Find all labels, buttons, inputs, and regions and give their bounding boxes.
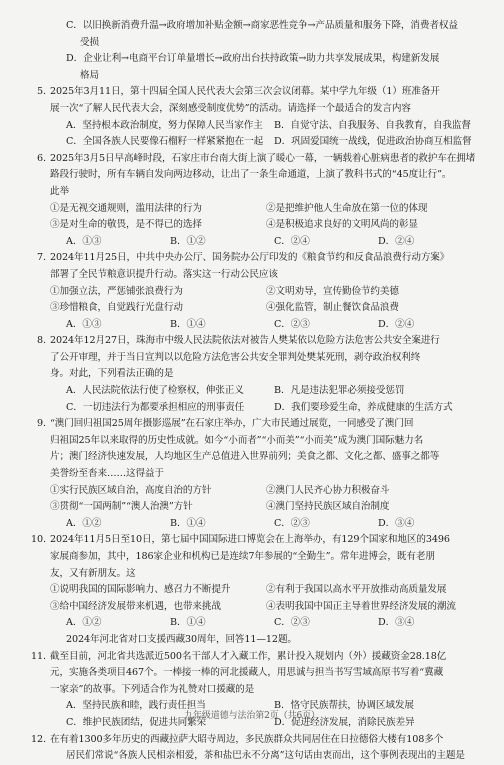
question-5 — [37, 84, 482, 150]
statement-1: ①加强立法，严惩铺张浪费行为 — [50, 285, 183, 297]
choice-a: A．①② — [66, 617, 102, 629]
statement-3: ③贯彻“一国两制”“澳人治澳”方针 — [50, 501, 193, 513]
choice-d: D．②④ — [378, 318, 415, 330]
question-stem: 路段行驶时，所有车辆自发向两边移动，让出了一条生命通道，上演了教科书式的“45度让行”。 — [50, 169, 452, 181]
choice-c: C．②③ — [274, 517, 310, 529]
question-stem: 2024年11月5日至10日，第七届中国国际进口博览会在上海举办，有129个国家和地区的3496 — [50, 534, 450, 546]
footer-text: 九年级道德与法治第2页（共6页） — [184, 711, 320, 721]
statement-2: ②文明劝导，宣传勤俭节约美德 — [266, 285, 399, 297]
statement-4: ④澳门坚持民族区域自治制度 — [266, 501, 390, 513]
question-stem: 部署了全民节粮意识提升行动。落实这一行动公民应该 — [50, 268, 278, 280]
prev-question-options — [50, 18, 482, 84]
option-d-line2: 格局 — [80, 69, 99, 81]
statement-4: ④强化监管，制止餐饮食品浪费 — [266, 302, 399, 314]
choice-b: B．①④ — [170, 318, 206, 330]
choice-a: A．①③ — [66, 318, 102, 330]
question-number: 9. — [37, 418, 46, 430]
statement-2: ②是把维护他人生命放在第一位的体现 — [266, 202, 428, 214]
question-stem: 2024年12月27日，珠海市中级人民法院依法对被告人樊某依以危险方法危害公共安全案进行 — [50, 335, 440, 347]
choice-c: C．②③ — [274, 617, 310, 629]
option-c-line2: 受损 — [80, 36, 99, 48]
choice-c: C．②③ — [274, 318, 310, 330]
option-b: B．恪守民族帮扶，协调区域发展 — [274, 700, 414, 712]
question-stem: 居民们常说“各族人民相亲相爱，茶和盐巴永不分离”这句话由衷而出，这个事例表现出的主题是 — [66, 750, 465, 762]
option-c: C．全国各族人民要像石榴籽一样紧紧抱在一起 — [66, 136, 264, 148]
statement-1: ①实行民族区域自治，高度自治的方针 — [50, 484, 212, 496]
question-stem: 美誉纷至沓来……这得益于 — [50, 468, 164, 480]
choice-d: D．③④ — [378, 517, 415, 529]
question-number: 10. — [31, 534, 46, 546]
question-stem: 归祖国25年以来取得的历史性成就。如今“小而者”“小而美”“小而美”成为澳门国际魅力名 — [50, 434, 424, 446]
group-note: 2024年河北省对口支援西藏30周年，回答11—12题。 — [66, 633, 297, 645]
choice-a: A．①③ — [66, 235, 102, 247]
question-8 — [37, 333, 482, 416]
question-12 — [31, 732, 482, 765]
page-footer — [0, 704, 504, 721]
option-b: B．凡是违法犯罪必须接受惩罚 — [274, 385, 405, 397]
option-d: D．促进经济发展，消除民族差异 — [274, 716, 415, 728]
statement-1: ①是无视交通规则，滥用法律的行为 — [50, 202, 202, 214]
question-stem: 2024年11月25日，中共中央办公厅、国务院办公厅印发的《粮食节约和反食品浪费行动方案》 — [50, 252, 450, 264]
choice-a: A．①② — [66, 517, 102, 529]
option-a: A．人民法院依法行使了检察权，伸张正义 — [66, 385, 244, 397]
option-a: A．坚持根本政治制度，努力保障人民当家作主 — [66, 119, 263, 131]
question-number: 5. — [37, 86, 46, 98]
question-number: 8. — [37, 335, 46, 347]
statement-2: ②有利于我国以高水平开放推动高质量发展 — [266, 584, 447, 596]
choice-b: B．①④ — [170, 617, 206, 629]
question-10 — [31, 532, 482, 648]
question-stem: 2025年3月5日早高峰时段，石家庄市台南大街上演了暖心一幕，一辆载着心脏病患者的救护车在拥堵 — [50, 152, 476, 164]
option-b: B．自觉守法、自我服务、自我教育，自我监督 — [274, 119, 471, 131]
question-stem: 了公开审理，并于当日宣判以以危险方法危害公共安全罪判处樊某死刑，剥夺政治权利终 — [50, 351, 421, 363]
option-d: D．巩固爱国统一战线，促进政治协商互相监督 — [274, 136, 472, 148]
option-c: C．一切违法行为都要承担相应的刑事责任 — [66, 401, 245, 413]
question-7 — [37, 250, 482, 333]
option-c: C．维护民族团结，促进共同繁荣 — [66, 716, 207, 728]
option-d-line1: D．企业让利→电商平台订单量增长→政府出台扶持政策→助力共享发展成果，构建新发展 — [66, 53, 440, 65]
question-stem: 展一次“了解人民代表大会，深刻感受制度优势”的活动。请选择一个最适合的发言内容 — [50, 102, 411, 114]
question-number: 12. — [31, 733, 46, 745]
statement-4: ④表明我国中国正主导着世界经济发展的潮流 — [266, 600, 456, 612]
question-stem: “澳门回归祖国25周年摄影巡展”在石家庄举办，广大市民通过展览，一同感受了澳门回 — [50, 418, 414, 430]
question-stem: 此举 — [50, 185, 69, 197]
choice-b: B．①② — [170, 235, 206, 247]
statement-1: ①说明我国的国际影响力、感召力不断提升 — [50, 584, 231, 596]
question-stem: 2025年3月11日，第十四届全国人民代表大会第三次会议闭幕。某中学九年级（1）班准备开 — [50, 86, 440, 98]
choice-d: D．③④ — [378, 617, 415, 629]
option-a: A．坚持民族和睦，践行责任担当 — [66, 700, 206, 712]
question-stem: 家展商参加，其中，186家企业和机构已是连续7年参展的“全勤生”。常年进博会，既有老朋 — [50, 551, 435, 562]
statement-3: ③是对生命的敬畏，是不得已的选择 — [50, 219, 202, 231]
question-9 — [37, 416, 482, 532]
choice-c: C．②④ — [274, 235, 310, 247]
statement-4: ④是积极追求良好的文明风尚的彰显 — [266, 219, 418, 231]
question-stem: 片；澳门经济快速发展，人均地区生产总值进入世界前列；美食之都、文化之都、盛事之都等 — [50, 451, 440, 463]
choice-b: B．①④ — [170, 517, 206, 529]
question-number: 11. — [31, 650, 46, 662]
question-stem: 友，又有新朋友。这 — [50, 567, 136, 579]
question-6 — [37, 151, 482, 251]
statement-3: ③给中国经济发展带来机遇，也带来挑战 — [50, 600, 221, 612]
question-stem: 截至目前，河北省共选派近500名干部人才入藏工作，累计投入规划内（外）援藏资金28.18亿 — [50, 650, 447, 662]
question-stem: 一家亲”的故事。下列适合作为礼赞对口援藏的是 — [50, 683, 255, 695]
choice-d: D．②④ — [378, 235, 415, 247]
question-stem: 元，实施各类项目467个。一棒接一棒的河北援藏人，用思诚与担当书写雪域高原书写着“冀藏 — [50, 667, 444, 679]
question-stem: 身。对此，下列看法正确的是 — [50, 368, 174, 380]
option-d: D．我们要珍爱生命，养成健康的生活方式 — [274, 401, 453, 413]
statement-3: ③珍惜粮食，自觉践行光盘行动 — [50, 302, 183, 314]
option-c-line1: C．以旧换新消费升温→政府增加补贴金额→商家恶性竞争→产品质量和服务下降，消费者权益 — [66, 20, 458, 31]
question-number: 7. — [37, 252, 46, 264]
statement-2: ②澳门人民齐心协力积极奋斗 — [266, 484, 390, 496]
question-stem: 在有着1300多年历史的西藏拉萨大昭寺周边，多民族群众共同居住在日拉德俗大楼有108多个 — [50, 733, 444, 745]
question-number: 6. — [37, 152, 46, 164]
